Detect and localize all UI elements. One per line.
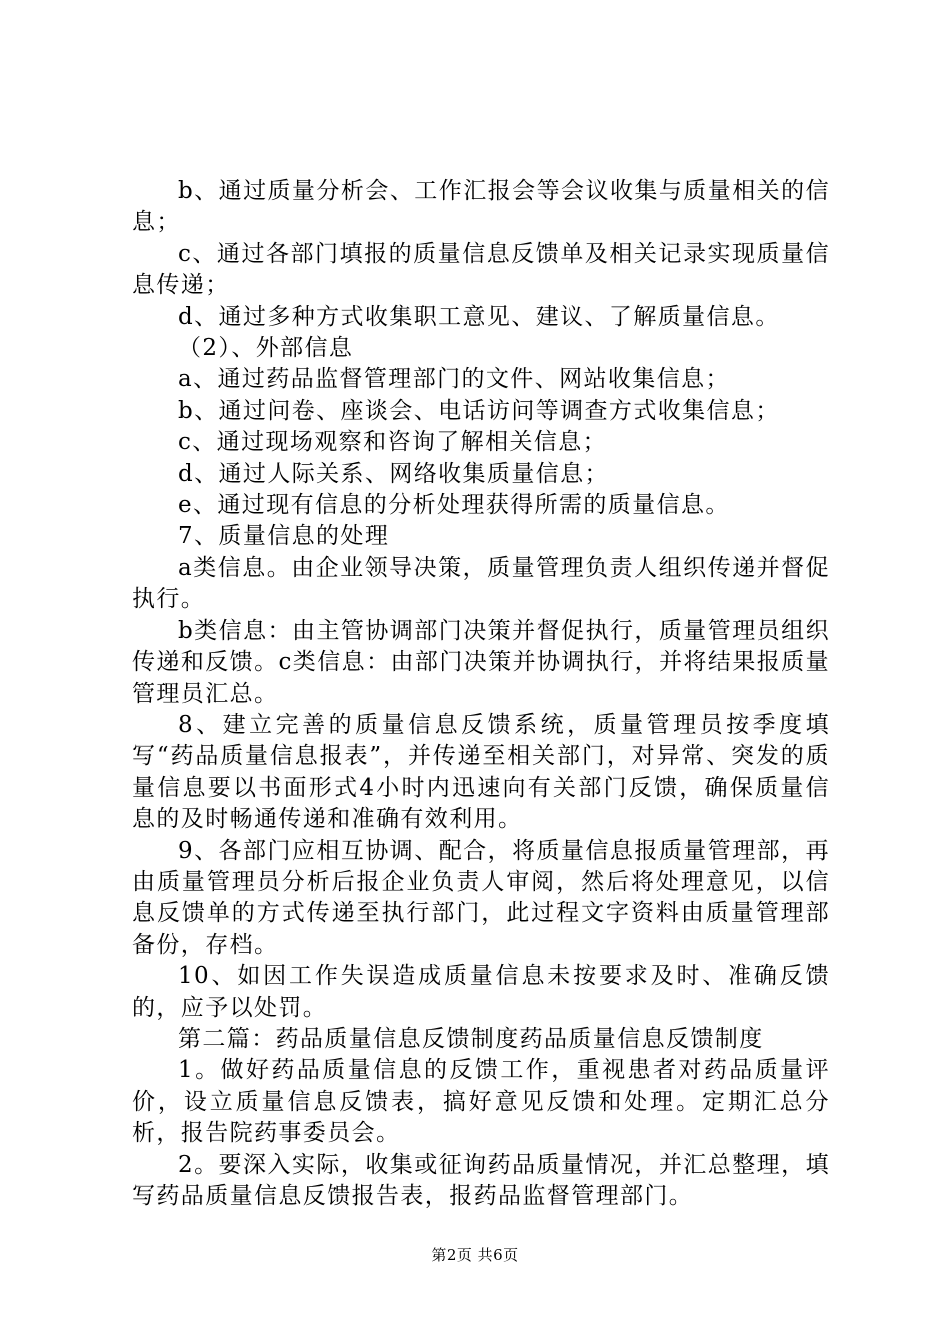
paragraph-b-surveys: b、通过问卷、座谈会、电话访问等调查方式收集信息； — [178, 397, 780, 424]
paragraph-2-collect-info: 2。要深入实际，收集或征询药品质量情况，并汇总整理，填写药品质量信息反馈报告表，报药品监督管理部门。 — [132, 1151, 830, 1209]
paragraph-c-feedback-forms: c、通过各部门填报的质量信息反馈单及相关记录实现质量信息传递； — [132, 240, 830, 299]
document-body — [132, 176, 830, 1212]
paragraph-d-staff-opinions: d、通过多种方式收集职工意见、建议、了解质量信息。 — [178, 303, 780, 330]
paragraph-9-coordination: 9、各部门应相互协调、配合，将质量信息报质量管理部，再由质量管理员分析后报企业负责人审阅，然后将处理意见，以信息反馈单的方式传递至执行部门，此过程文字资料由质量管理部备份，存档。 — [132, 837, 830, 958]
paragraph-a-regulatory-docs: a、通过药品监督管理部门的文件、网站收集信息； — [178, 366, 730, 393]
paragraph-b-meetings: b、通过质量分析会、工作汇报会等会议收集与质量相关的信息； — [132, 178, 830, 236]
page-number-footer: 第2页 共6页 — [431, 1246, 519, 1264]
paragraph-c-site-observation: c、通过现场观察和咨询了解相关信息； — [178, 429, 608, 456]
paragraph-d-networks: d、通过人际关系、网络收集质量信息； — [178, 460, 609, 487]
paragraph-class-b-c-info: b类信息：由主管协调部门决策并督促执行，质量管理员组织传递和反馈。c类信息：由部门决策并协调执行，并将结果报质量管理员汇总。 — [132, 617, 830, 707]
section-external-info: （2）、外部信息 — [178, 335, 354, 362]
paragraph-1-feedback-work: 1。做好药品质量信息的反馈工作，重视患者对药品质量评价，设立质量信息反馈表，搞好意见反馈和处理。定期汇总分析，报告院药事委员会。 — [132, 1057, 830, 1147]
section-7-processing: 7、质量信息的处理 — [178, 523, 390, 550]
paragraph-class-a-info: a类信息。由企业领导决策，质量管理负责人组织传递并督促执行。 — [132, 554, 830, 613]
chapter-2-title: 第二篇：药品质量信息反馈制度药品质量信息反馈制度 — [178, 1025, 764, 1052]
paragraph-10-penalty: 10、如因工作失误造成质量信息未按要求及时、准确反馈的，应予以处罚。 — [132, 963, 830, 1021]
paragraph-8-feedback-system: 8、建立完善的质量信息反馈系统，质量管理员按季度填写“药品质量信息报表”，并传递至相关部门，对异常、突发的质量信息要以书面形式4小时内迅速向有关部门反馈，确保质量信息的及时畅通传递和准确有效利用。 — [132, 711, 830, 833]
paragraph-e-analysis: e、通过现有信息的分析处理获得所需的质量信息。 — [178, 492, 730, 519]
